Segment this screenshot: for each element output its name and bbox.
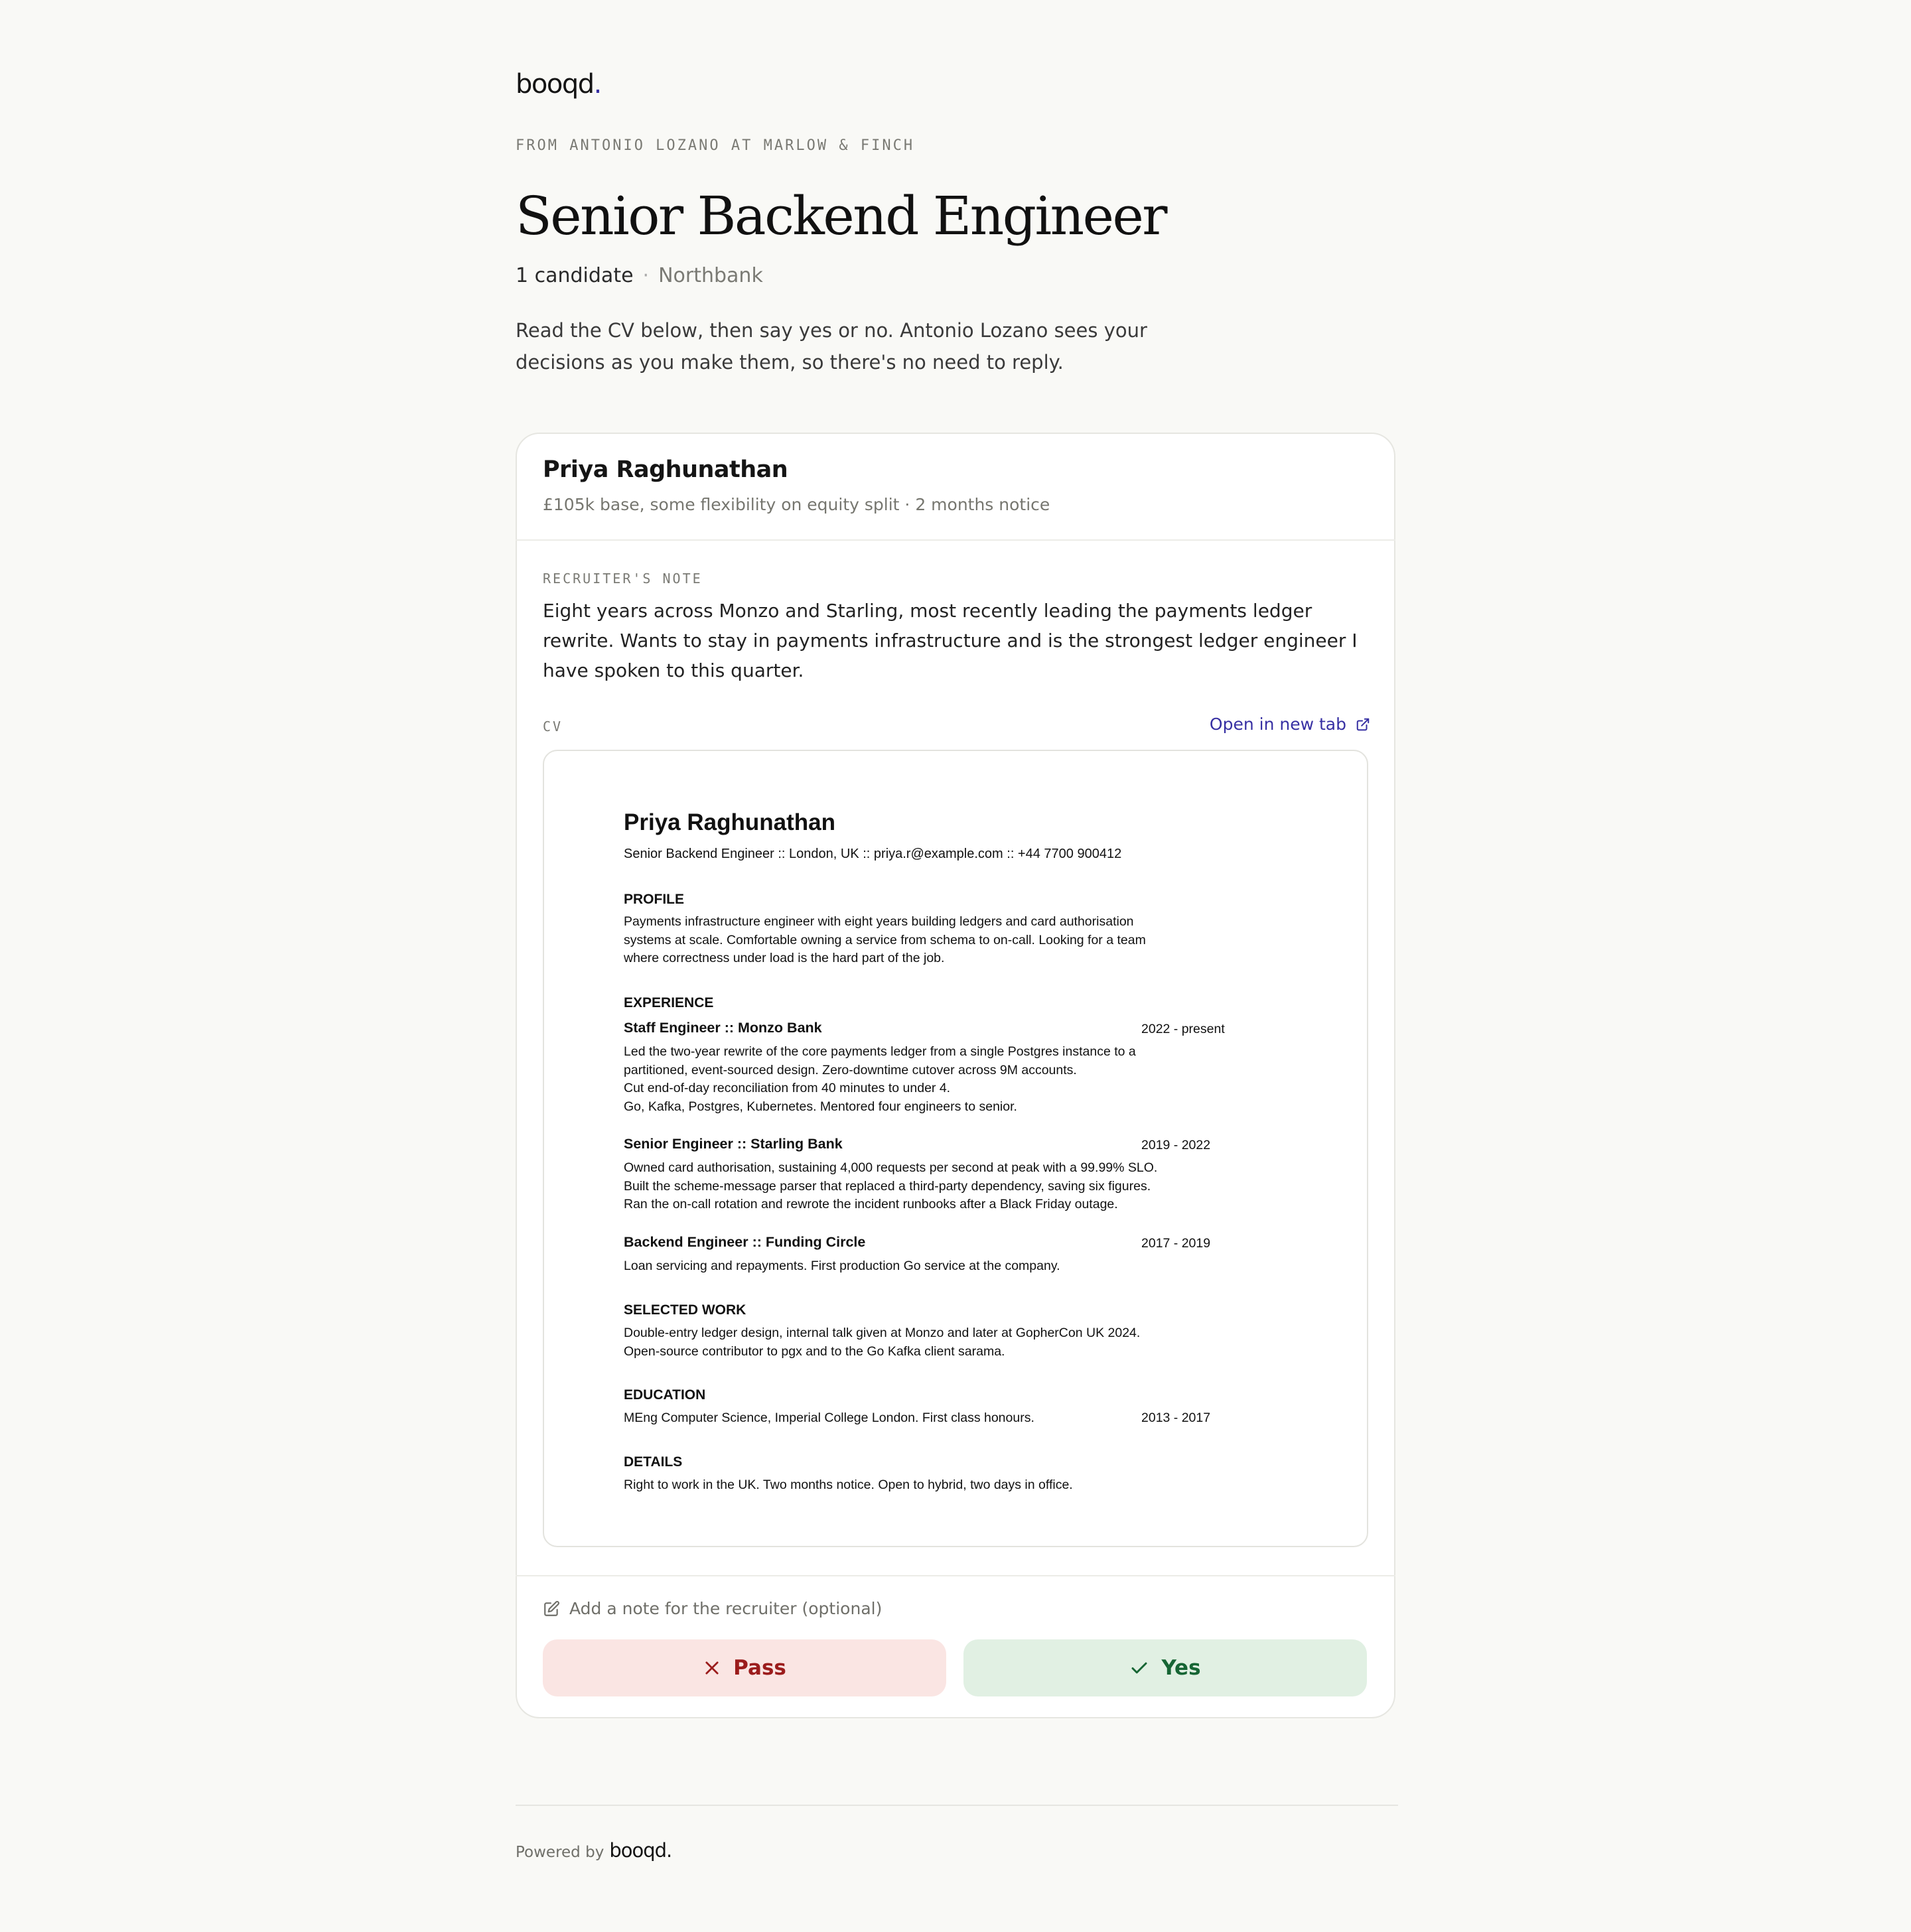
cv-role-dates: 2022 - present <box>1141 1022 1225 1036</box>
cv-details-heading: DETAILS <box>624 1454 683 1470</box>
candidate-summary: £105k base, some flexibility on equity split · 2 months notice <box>543 495 1050 514</box>
cv-education-heading: EDUCATION <box>624 1387 706 1403</box>
x-icon <box>703 1659 721 1677</box>
intro-text: Read the CV below, then say yes or no. Antonio Lozano sees your decisions as you make them, so there's no need to reply. <box>516 319 1147 374</box>
cv-experience-heading: EXPERIENCE <box>624 995 714 1010</box>
cv-selected-heading: SELECTED WORK <box>624 1302 746 1318</box>
footer-logo[interactable]: booqd. <box>609 1839 672 1862</box>
cv-profile-text: Payments infrastructure engineer with eight years building ledgers and card authorisation systems at scale. Comfortable owning a service from schema to on-call. Looking for a team where correctness under load is the hard part of the job. <box>624 914 1146 965</box>
candidate-name: Priya Raghunathan <box>543 456 788 483</box>
cv-details-text: Right to work in the UK. Two months notice. Open to hybrid, two days in office. <box>624 1478 1073 1492</box>
check-icon <box>1129 1658 1149 1678</box>
card-divider <box>516 539 1395 541</box>
cv-selected-text: Double-entry ledger design, internal talk given at Monzo and later at GopherCon UK 2024. Open-source contributor to pgx and to the Go Kafka client sarama. <box>624 1326 1141 1359</box>
cv-role-title: Senior Engineer :: Starling Bank <box>624 1136 843 1152</box>
cv-name: Priya Raghunathan <box>624 809 835 835</box>
yes-button[interactable] <box>963 1639 1367 1696</box>
add-note-label: Add a note for the recruiter (optional) <box>569 1599 883 1618</box>
cv-role-dates: 2019 - 2022 <box>1141 1138 1211 1152</box>
cv-role-text: Owned card authorisation, sustaining 4,000 requests per second at peak with a 99.99% SLO. Built the scheme-message parser that replaced a third-party dependency, saving six figures. Ran the on-call rotation and rewrote the incident runbooks after a Black Friday outage. <box>624 1160 1158 1211</box>
powered-by-label: Powered by <box>516 1844 604 1861</box>
brand-logo-dot: . <box>593 69 601 100</box>
job-location: Northbank <box>658 264 763 287</box>
recruiter-note-label: RECRUITER'S NOTE <box>543 571 703 586</box>
footer-divider <box>516 1805 1398 1806</box>
cv-preview[interactable] <box>543 750 1368 1547</box>
cv-education-dates: 2013 - 2017 <box>1141 1411 1211 1425</box>
yes-label: Yes <box>1161 1656 1201 1680</box>
cv-contact: Senior Backend Engineer :: London, UK :: priya.r@example.com :: +44 7700 900412 <box>624 847 1122 861</box>
cv-role-title: Backend Engineer :: Funding Circle <box>624 1234 866 1250</box>
job-meta <box>516 264 763 287</box>
add-note-button[interactable] <box>543 1599 882 1618</box>
open-in-new-tab-link[interactable] <box>1210 715 1370 734</box>
cv-role-title: Staff Engineer :: Monzo Bank <box>624 1020 822 1036</box>
cv-education-text: MEng Computer Science, Imperial College London. First class honours. <box>624 1411 1034 1425</box>
external-link-icon <box>1356 717 1370 732</box>
recruiter-note: Eight years across Monzo and Starling, most recently leading the payments ledger rewrite. Wants to stay in payments infrastructure and is the strongest ledger engineer I have spoken to this quarter. <box>543 600 1358 681</box>
candidate-count: 1 candidate <box>516 264 634 287</box>
meta-separator: · <box>642 264 650 287</box>
card-divider <box>516 1575 1395 1576</box>
edit-note-icon <box>543 1600 560 1618</box>
open-in-new-tab-label: Open in new tab <box>1209 715 1346 734</box>
from-line: FROM ANTONIO LOZANO AT MARLOW & FINCH <box>516 137 915 154</box>
cv-role-dates: 2017 - 2019 <box>1141 1236 1211 1251</box>
cv-role-text: Led the two-year rewrite of the core payments ledger from a single Postgres instance to a partitioned, event-sourced design. Zero-downtime cutover across 9M accounts. Cut end-of-day reconciliation from 40 minutes to under 4. Go, Kafka, Postgres, Kubernetes. Mentored four engineers to senior. <box>624 1044 1136 1114</box>
page-title: Senior Backend Engineer <box>516 185 1167 247</box>
cv-profile-heading: PROFILE <box>624 892 685 907</box>
cv-label: CV <box>543 719 563 734</box>
footer <box>516 1839 672 1862</box>
cv-role-text: Loan servicing and repayments. First production Go service at the company. <box>624 1259 1060 1273</box>
brand-logo[interactable] <box>516 69 601 100</box>
pass-button[interactable] <box>543 1639 946 1696</box>
pass-label: Pass <box>733 1656 786 1680</box>
brand-logo-text: booqd <box>516 69 594 100</box>
